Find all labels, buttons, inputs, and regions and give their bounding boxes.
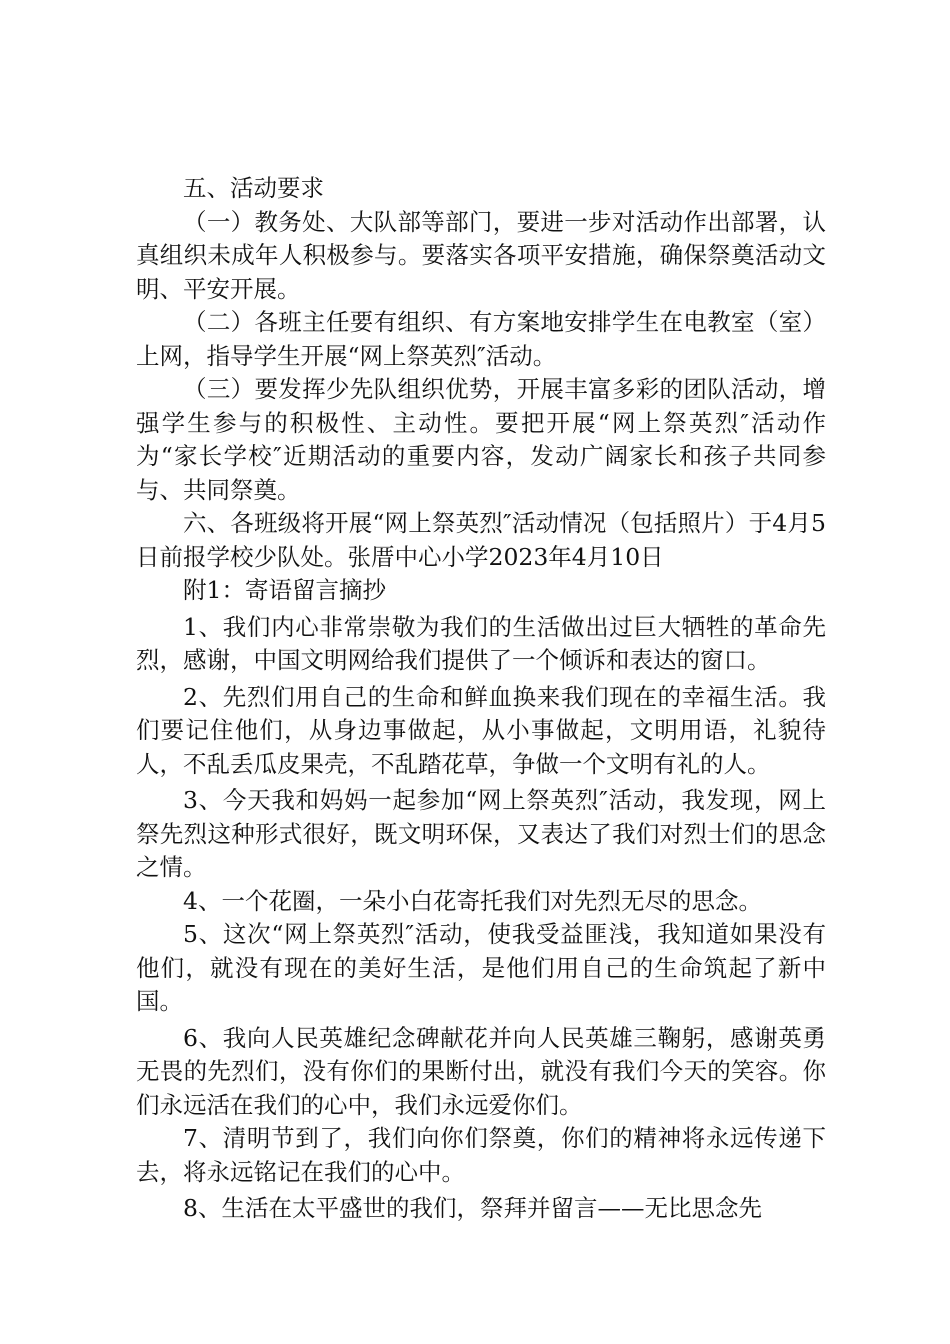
message-item-5: 5、这次“网上祭英烈″活动，使我受益匪浅，我知道如果没有他们，就没有现在的美好生活，是他们用自己的生命筑起了新中国。 (136, 920, 826, 1015)
message-item-6: 6、我向人民英雄纪念碑献花并向人民英雄三鞠躬，感谢英勇无畏的先烈们，没有你们的果断付出，就没有我们今天的笑容。你们永远活在我们的心中，我们永远爱你们。 (136, 1023, 826, 1119)
paragraph-requirement-2: （二）各班主任要有组织、有方案地安排学生在电教室（室）上网，指导学生开展“网上祭英烈″活动。 (136, 308, 826, 370)
message-item-7: 7、清明节到了，我们向你们祭奠，你们的精神将永远传递下去，将永远铭记在我们的心中。 (136, 1124, 826, 1186)
message-item-4: 4、一个花圈，一朵小白花寄托我们对先烈无尽的思念。 (183, 886, 762, 915)
paragraph-requirement-3: （三）要发挥少先队组织优势，开展丰富多彩的团队活动，增强学生参与的积极性、主动性。要把开展“网上祭英烈″活动作为“家长学校″近期活动的重要内容，发动广阔家长和孩子共同参与、共同祭奠。 (136, 375, 826, 504)
message-item-8: 8、生活在太平盛世的我们，祭拜并留言——无比思念先 (183, 1194, 762, 1222)
section-heading-requirements: 五、活动要求 (183, 174, 324, 202)
appendix-heading: 附1：寄语留言摘抄 (183, 576, 386, 604)
document-page (136, 172, 826, 1226)
message-item-2: 2、先烈们用自己的生命和鲜血换来我们现在的幸福生活。我们要记住他们，从身边事做起，从小事做起，文明用语，礼貌待人，不乱丢瓜皮果壳，不乱踏花草，争做一个文明有礼的人。 (136, 682, 826, 778)
section-reporting: 六、各班级将开展“网上祭英烈″活动情况（包括照片）于4月5日前报学校少队处。张厝中心小学2023年4月10日 (136, 509, 826, 571)
message-item-1: 1、我们内心非常崇敬为我们的生活做出过巨大牺牲的革命先烈，感谢，中国文明网给我们提供了一个倾诉和表达的窗口。 (136, 612, 826, 674)
message-item-3: 3、今天我和妈妈一起参加“网上祭英烈″活动，我发现，网上祭先烈这种形式很好，既文明环保，又表达了我们对烈士们的思念之情。 (136, 786, 826, 881)
paragraph-requirement-1: （一）教务处、大队部等部门，要进一步对活动作出部署，认真组织未成年人积极参与。要落实各项平安措施，确保祭奠活动文明、平安开展。 (136, 207, 826, 303)
